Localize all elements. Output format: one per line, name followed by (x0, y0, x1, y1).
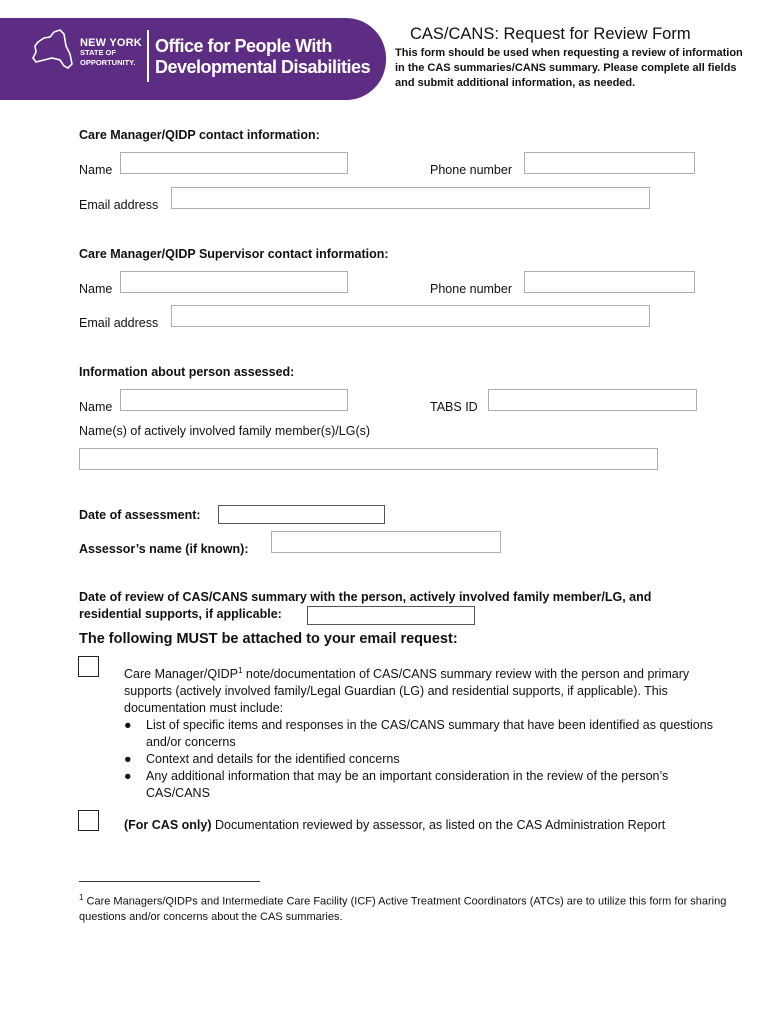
assessor-label: Assessor’s name (if known): (79, 542, 249, 556)
attachment-2-rest: Documentation reviewed by assessor, as listed on the CAS Administration Report (211, 818, 666, 832)
family-field[interactable] (79, 448, 658, 470)
cm-email-field[interactable] (171, 187, 650, 209)
care-manager-heading: Care Manager/QIDP contact information: (79, 128, 320, 142)
attachment-1-checkbox[interactable] (78, 656, 99, 677)
footnote-mark: 1 (79, 893, 84, 902)
form-title: CAS/CANS: Request for Review Form (410, 25, 691, 43)
list-item: ● Context and details for the identified concerns (124, 752, 400, 767)
sup-email-field[interactable] (171, 305, 650, 327)
attachment-2-checkbox[interactable] (78, 810, 99, 831)
review-date-label-2: residential supports, if applicable: (79, 607, 282, 621)
person-heading: Information about person assessed: (79, 365, 295, 379)
attachment-1-rest: note/documentation of CAS/CANS summary review with the person and primary supports (actively involved family/Legal Guardian (LG) and residential supports, if applicable). This documentation must include: (124, 667, 690, 716)
state-line-2: STATE OF (80, 48, 116, 57)
attachment-1-text (124, 662, 734, 802)
attachment-1-start: Care Manager/QIDP (124, 667, 238, 682)
date-assessment-label: Date of assessment: (79, 508, 201, 522)
cm-phone-label: Phone number (430, 163, 513, 177)
banner-divider (147, 30, 149, 82)
cm-name-field[interactable] (120, 152, 348, 174)
attachment-1-bullets (124, 717, 734, 802)
nys-wordmark (80, 38, 142, 68)
cm-name-label: Name (79, 163, 113, 177)
agency-name (155, 36, 370, 78)
footnote-text: Care Managers/QIDPs and Intermediate Care Facility (ICF) Active Treatment Coordinators (ATCs) are to utilize this form for sharing questions and/or concerns about the CAS summaries. (79, 895, 727, 923)
cm-email-label: Email address (79, 198, 159, 212)
sup-phone-label: Phone number (430, 282, 513, 296)
sup-phone-field[interactable] (524, 271, 695, 293)
person-name-label: Name (79, 400, 113, 414)
family-label: Name(s) of actively involved family member(s)/LG(s) (79, 424, 371, 438)
list-item: ● List of specific items and responses in the CAS/CANS summary that have been identified as questions and/or concerns (124, 718, 713, 750)
date-assessment-field[interactable] (218, 505, 385, 524)
sup-name-field[interactable] (120, 271, 348, 293)
sup-name-label: Name (79, 282, 113, 296)
cas-only-label: (For CAS only) (124, 818, 212, 832)
review-date-label-1: Date of review of CAS/CANS summary with the person, actively involved family member/LG, and (79, 590, 652, 604)
state-line-3: OPPORTUNITY. (80, 58, 136, 67)
tabs-id-field[interactable] (488, 389, 697, 411)
attachment-2-text (124, 817, 744, 834)
sup-email-label: Email address (79, 316, 159, 330)
footnote-divider (79, 881, 260, 882)
footnote (79, 890, 739, 925)
person-name-field[interactable] (120, 389, 348, 411)
cm-phone-field[interactable] (524, 152, 695, 174)
attachments-heading: The following MUST be attached to your email request: (79, 631, 458, 647)
assessor-field[interactable] (271, 531, 501, 553)
list-item: ● Any additional information that may be an important consideration in the review of the person’s CAS/CANS (124, 769, 669, 801)
form-description: This form should be used when requesting a review of information in the CAS summaries/CANS summary. Please complete all fields and submit additional information, as needed. (395, 47, 743, 90)
agency-line-1: Office for People With (155, 36, 332, 56)
supervisor-heading: Care Manager/QIDP Supervisor contact information: (79, 247, 389, 261)
tabs-id-label: TABS ID (430, 400, 478, 414)
agency-line-2: Developmental Disabilities (155, 57, 371, 77)
nys-map-icon (30, 28, 80, 73)
footnote-ref: 1 (237, 666, 243, 675)
review-date-field[interactable] (307, 606, 475, 625)
state-line-1: NEW YORK (80, 37, 142, 49)
